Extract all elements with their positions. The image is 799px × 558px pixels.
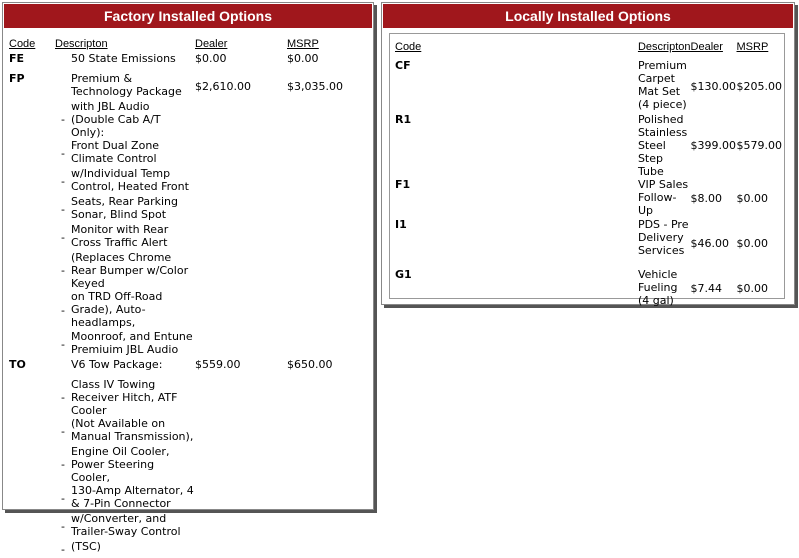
option-msrp-price: $579.00 — [736, 139, 782, 152]
table-row — [3, 223, 371, 251]
table-row — [390, 218, 782, 268]
column-header-dealer: Dealer — [195, 38, 228, 50]
table-row — [3, 540, 371, 558]
table-row — [390, 178, 782, 218]
option-detail-text: Moonroof, and Entune Premiuim JBL Audio — [71, 330, 193, 356]
table-row — [3, 290, 371, 330]
option-code: G1 — [395, 268, 412, 281]
option-dealer-price: $46.00 — [690, 236, 730, 250]
table-row — [3, 484, 371, 512]
column-header-msrp: MSRP — [736, 41, 769, 53]
option-detail-text: Front Dual Zone Climate Control — [71, 139, 160, 165]
detail-dash: - — [61, 303, 65, 317]
table-row — [3, 512, 371, 540]
option-detail-text: w/Individual Temp Control, Heated Front — [71, 167, 189, 193]
option-description: V6 Tow Package: — [71, 358, 163, 371]
option-msrp-price: $0.00 — [287, 52, 319, 65]
option-detail-text: (Replaces Chrome Rear Bumper w/Color Keyed — [71, 251, 189, 290]
option-dealer-price: $2,610.00 — [195, 79, 251, 93]
table-row — [3, 445, 371, 484]
table-row — [3, 52, 371, 72]
option-code: FP — [9, 72, 25, 85]
table-row — [3, 378, 371, 417]
option-code: R1 — [395, 113, 412, 126]
table-header-row — [3, 38, 371, 52]
factory-options-title: Factory Installed Options — [4, 4, 372, 28]
option-detail-text: with JBL Audio (Double Cab A/T Only): — [71, 100, 161, 139]
detail-dash: - — [61, 174, 65, 188]
option-detail-text: (TSC) — [71, 540, 101, 553]
table-row — [390, 113, 782, 178]
detail-dash: - — [61, 230, 65, 244]
detail-dash: - — [61, 458, 65, 471]
detail-dash: - — [61, 337, 65, 351]
local-options-frame — [389, 33, 785, 307]
option-description: Premium Carpet Mat Set (4 piece) — [637, 59, 687, 111]
detail-dash: - — [61, 519, 65, 533]
factory-options-panel — [2, 2, 374, 556]
option-code: F1 — [395, 178, 411, 191]
option-detail-text: (Not Available on Manual Transmission), — [71, 417, 194, 443]
option-code: FE — [9, 52, 25, 65]
column-header-code: Code — [9, 38, 36, 50]
detail-dash: - — [61, 424, 65, 438]
local-options-panel — [381, 2, 795, 305]
option-code: CF — [395, 59, 411, 72]
option-msrp-price: $0.00 — [736, 236, 768, 250]
table-header-row — [390, 41, 782, 59]
table-row — [3, 72, 371, 100]
option-detail-text: 130-Amp Alternator, 4 & 7-Pin Connector — [71, 484, 194, 510]
option-msrp-price: $205.00 — [736, 79, 782, 93]
table-row — [3, 195, 371, 223]
detail-dash: - — [61, 146, 65, 160]
column-header-description: Descripton — [55, 38, 108, 50]
option-dealer-price: $559.00 — [195, 358, 241, 371]
table-row — [3, 330, 371, 358]
detail-dash: - — [61, 391, 65, 404]
option-description: Polished Stainless Steel Step Tube — [637, 113, 688, 178]
detail-dash: - — [61, 264, 65, 277]
table-row — [3, 100, 371, 139]
option-detail-text: on TRD Off-Road Grade), Auto-headlamps, — [71, 290, 163, 329]
column-header-description: Descripton — [637, 41, 691, 53]
detail-dash: - — [61, 202, 65, 216]
table-row — [3, 358, 371, 378]
option-detail-text: Monitor with Rear Cross Traffic Alert — [71, 223, 169, 249]
option-detail-text: w/Converter, and Trailer-Sway Control — [71, 512, 181, 538]
option-detail-text: Seats, Rear Parking Sonar, Blind Spot — [71, 195, 178, 221]
option-description: VIP Sales Follow-Up — [637, 178, 689, 217]
option-code: TO — [9, 358, 26, 371]
option-dealer-price: $399.00 — [690, 139, 737, 152]
column-header-msrp: MSRP — [287, 38, 319, 50]
local-options-title: Locally Installed Options — [383, 4, 793, 28]
option-description: Premium & Technology Package — [71, 72, 182, 98]
table-row — [3, 417, 371, 445]
option-msrp-price: $650.00 — [287, 358, 333, 371]
detail-dash: - — [61, 491, 65, 505]
table-row — [3, 167, 371, 195]
option-dealer-price: $0.00 — [195, 52, 227, 65]
option-msrp-price: $3,035.00 — [287, 79, 343, 93]
table-row — [390, 59, 782, 113]
option-dealer-price: $8.00 — [690, 191, 723, 205]
option-msrp-price: $0.00 — [736, 191, 768, 205]
option-description: PDS - Pre Delivery Services — [637, 218, 689, 257]
column-header-code: Code — [395, 41, 422, 53]
column-header-dealer: Dealer — [690, 41, 723, 53]
factory-options-table — [3, 38, 371, 558]
detail-dash: - — [61, 113, 65, 126]
table-row — [390, 268, 782, 308]
table-row — [3, 139, 371, 167]
local-options-table — [390, 41, 782, 308]
option-code: I1 — [395, 218, 407, 231]
option-dealer-price: $130.00 — [690, 79, 737, 93]
option-description: Vehicle Fueling (4 gal) — [637, 268, 678, 307]
detail-dash: - — [61, 542, 65, 556]
option-msrp-price: $0.00 — [736, 281, 768, 295]
option-detail-text: Engine Oil Cooler, Power Steering Cooler, — [71, 445, 170, 484]
option-detail-text: Class IV Towing Receiver Hitch, ATF Cooler — [71, 378, 178, 417]
option-dealer-price: $7.44 — [690, 281, 723, 295]
table-row — [3, 251, 371, 290]
option-description: 50 State Emissions — [71, 52, 176, 65]
